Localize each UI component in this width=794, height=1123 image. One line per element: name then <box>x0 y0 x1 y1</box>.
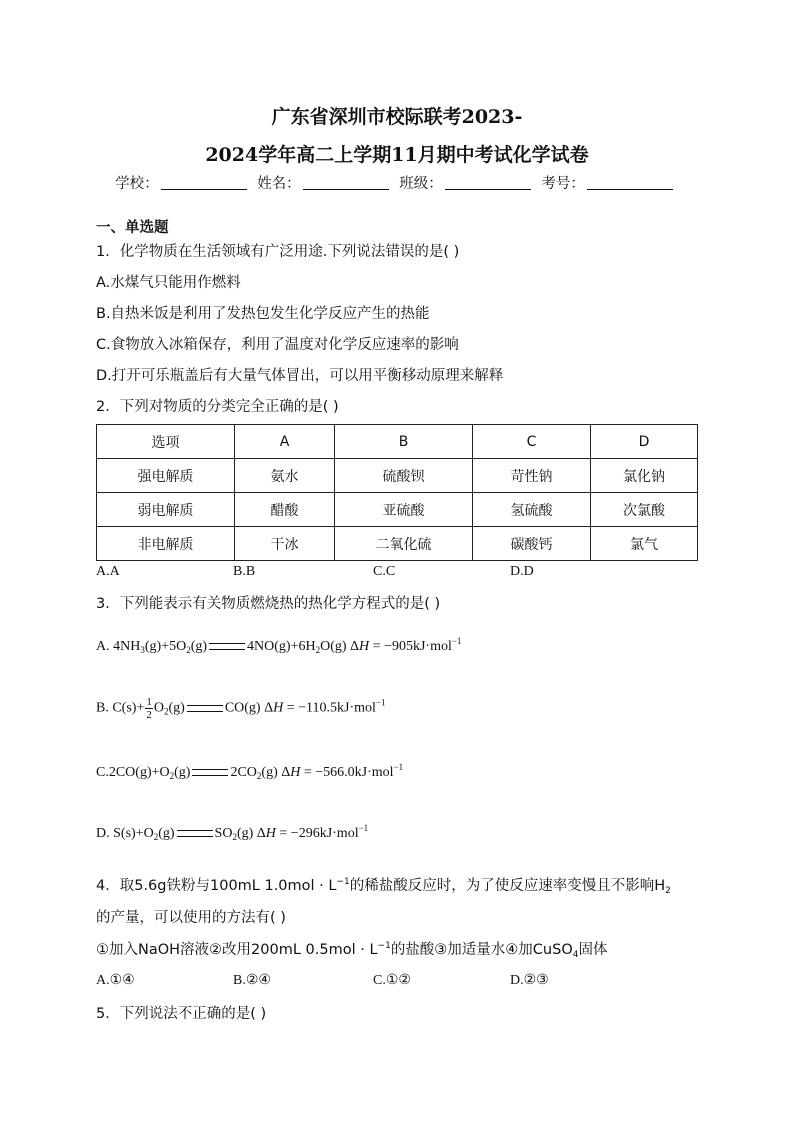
q4-answer-c[interactable]: C.①② <box>373 973 411 988</box>
table-cell: 碳酸钙 <box>473 527 591 561</box>
name-blank[interactable] <box>303 175 389 190</box>
table-header-cell: D <box>591 425 698 459</box>
table-header-cell: B <box>335 425 473 459</box>
q3-option-c: $C.2CO(g)+O_2(g)$ $2CO_2(g) \Delta H = -566.0kJ\cdot mol^{-1}$ <box>96 762 404 781</box>
table-cell: 二氧化硫 <box>335 527 473 561</box>
table-cell: 氨水 <box>235 459 335 493</box>
table-cell: 次氯酸 <box>591 493 698 527</box>
q3-option-b: B. C(s)+ $\frac{1}{2}$ $O_2(g)$ CO(g) ΔH = −110.5kJ·mol$^{-1}$ <box>96 696 386 721</box>
table-cell: 弱电解质 <box>97 493 235 527</box>
table-cell: 硫酸钡 <box>335 459 473 493</box>
classification-table <box>96 424 698 561</box>
table-cell: 氢硫酸 <box>473 493 591 527</box>
table-cell: 醋酸 <box>235 493 335 527</box>
table-cell: 亚硫酸 <box>335 493 473 527</box>
exam-title-line2: 2024学年高二上学期11月期中考试化学试卷 <box>205 144 589 166</box>
table-row <box>97 527 698 561</box>
table-row <box>97 459 698 493</box>
q4-answer-d[interactable]: D.②③ <box>510 973 549 988</box>
q3-stem: 3．下列能表示有关物质燃烧热的热化学方程式的是( ) <box>96 596 441 612</box>
q4-answer-options <box>96 972 696 992</box>
q1-option-a: A.水煤气只能用作燃料 <box>96 275 241 291</box>
q1-option-d: D.打开可乐瓶盖后有大量气体冒出，可以用平衡移动原理来解释 <box>96 368 504 384</box>
q3-option-d: D. $S(s)+O_2(g)$ $SO_2(g) \Delta H = -296kJ\cdot mol^{-1}$ <box>96 823 369 842</box>
q2-stem: 2．下列对物质的分类完全正确的是( ) <box>96 399 339 415</box>
section-title: 一、单选题 <box>96 220 169 236</box>
q4-answer-a[interactable]: A.①④ <box>96 973 135 988</box>
name-label: 姓名： <box>257 176 301 192</box>
q2-answer-d[interactable]: D.D <box>510 564 534 579</box>
q1-option-c: C.食物放入冰箱保存，利用了温度对化学反应速率的影响 <box>96 337 459 353</box>
table-cell: 苛性钠 <box>473 459 591 493</box>
q2-answer-c[interactable]: C.C <box>373 564 396 579</box>
class-label: 班级： <box>399 176 443 192</box>
school-blank[interactable] <box>161 175 247 190</box>
q5-stem: 5．下列说法不正确的是( ) <box>96 1006 267 1022</box>
table-cell: 干冰 <box>235 527 335 561</box>
school-label: 学校： <box>115 176 159 192</box>
q4-answer-b[interactable]: B.②④ <box>233 973 271 988</box>
table-cell: 氯气 <box>591 527 698 561</box>
q4-methods: ①加入NaOH溶液②改用200mL $0.5mol \cdot L^{-1}$的盐酸③加适量水④加CuSO$_4$固体 <box>96 941 608 960</box>
q4-stem-line2: 的产量，可以使用的方法有( ) <box>96 910 286 926</box>
q4-stem-line1: 4．取5.6g铁粉与100mL $1.0mol \cdot L^{-1}$的稀盐酸反应时，为了使反应速率变慢且不影响$H_2$ <box>96 877 671 896</box>
table-cell: 强电解质 <box>97 459 235 493</box>
exam-title-line1: 广东省深圳市校际联考2023- <box>271 106 523 128</box>
q2-answer-b[interactable]: B.B <box>233 564 256 579</box>
q3-option-a: A. $4NH_3(g)+5O_2(g)$ $4NO(g)+6H_2O(g) \Delta H = -905kJ\cdot mol^{-1}$ <box>96 636 462 655</box>
table-cell: 非电解质 <box>97 527 235 561</box>
q2-answer-a[interactable]: A.A <box>96 564 120 579</box>
table-row <box>97 493 698 527</box>
exam-number-blank[interactable] <box>587 175 673 190</box>
table-header-row <box>97 425 698 459</box>
exam-number-label: 考号： <box>541 176 585 192</box>
table-header-cell: A <box>235 425 335 459</box>
q1-stem: 1．化学物质在生活领域有广泛用途.下列说法错误的是( ) <box>96 244 460 260</box>
table-header-cell: 选项 <box>97 425 235 459</box>
q2-answer-options <box>96 564 696 584</box>
table-cell: 氯化钠 <box>591 459 698 493</box>
q1-option-b: B.自热米饭是利用了发热包发生化学反应产生的热能 <box>96 306 430 322</box>
table-header-cell: C <box>473 425 591 459</box>
student-info-row <box>0 172 794 193</box>
class-blank[interactable] <box>445 175 531 190</box>
